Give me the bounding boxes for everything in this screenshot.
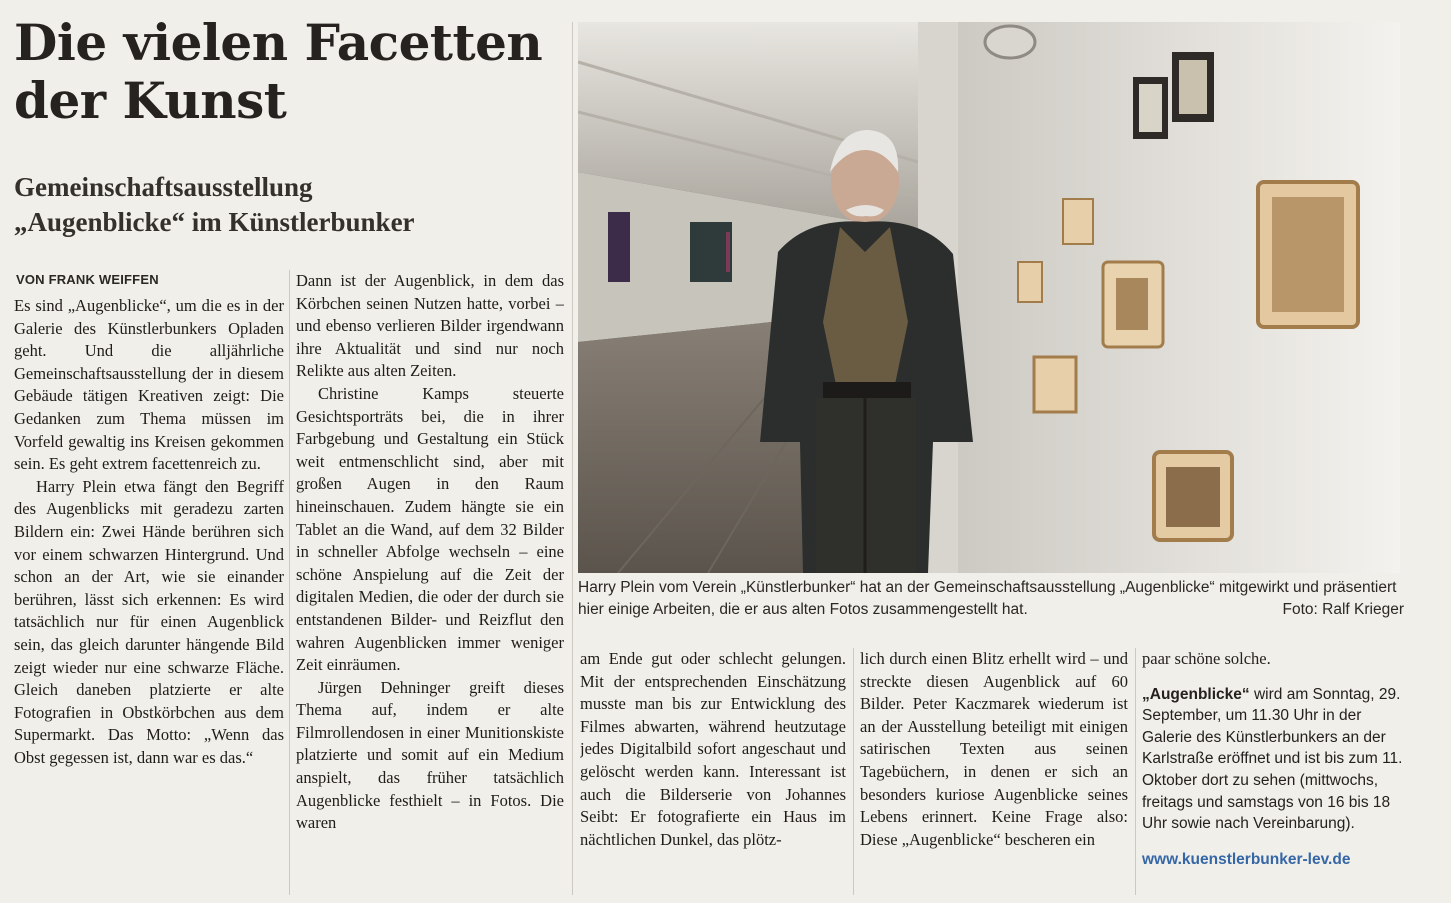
headline-line-1: Die vielen Facetten xyxy=(14,13,543,72)
article-column-2 xyxy=(296,270,564,895)
column-divider xyxy=(289,270,290,895)
column-tail: paar schöne solche. xyxy=(1142,649,1271,668)
paragraph: Jürgen Dehninger greift dieses Thema auf, indem er alte Filmrollendosen in einer Munitionskiste platzierte und somit auf ein Medium anspielt, das früher tatsächlich Augenblicke festhielt – in Fotos. Die waren xyxy=(296,677,564,833)
event-info-box xyxy=(1142,648,1412,884)
article-column-1 xyxy=(14,295,284,895)
subheadline xyxy=(14,170,569,240)
column-divider xyxy=(853,648,854,895)
paragraph: Christine Kamps steuerte Gesichtsporträts bei, die in ihrer Farbgebung und Gestaltung ein Stück weit entmenschlicht sind, aber mit großen Augen in den Raum hineinschauen. Zudem hängte sie ein Tablet an die Wand, auf dem 32 Bilder in schneller Abfolge wechseln – eine schöne Anspielung auf die Zeit der digitalen Medien, die oder der durch sie entstandenen Bilder- und Reizflut den wahren Augenblicken immer weniger Zeit einräumen. xyxy=(296,383,564,675)
website-link[interactable]: www.kuenstlerbunker-lev.de xyxy=(1142,850,1351,868)
column-divider xyxy=(572,22,573,895)
paragraph: Dann ist der Augenblick, in dem das Körbchen seinen Nutzen hatte, vorbei – und ebenso verlieren Bilder irgendwann ihre Aktualität und sind nur noch Relikte aus alten Zeiten. xyxy=(296,271,564,381)
column-divider xyxy=(1135,648,1136,895)
photo-illustration xyxy=(578,22,1400,573)
photo-credit: Foto: Ralf Krieger xyxy=(1282,601,1404,618)
byline: VON FRANK WEIFFEN xyxy=(16,272,159,287)
event-details xyxy=(1142,684,1412,835)
paragraph: Harry Plein etwa fängt den Begriff des Augenblicks mit geradezu zarten Bildern ein: Zwei Hände berühren sich vor einem schwarzen Hintergrund. Und schon an der Art, wie sie einander berühren, lässt sich erkennen: Es wird tatsächlich nur für einen Augenblick sein, das gleich darunter hängende Bild zeigt wieder nur eine schwarze Fläche. Gleich daneben platzierte er alte Fotografien in Obstkörbchen aus dem Supermarkt. Das Motto: „Wenn das Obst gegessen ist, dann war es das.“ xyxy=(14,476,284,767)
subhead-line-1: Gemeinschaftsausstellung xyxy=(14,172,313,202)
subhead-line-2: „Augenblicke“ im Künstlerbunker xyxy=(14,207,415,237)
paragraph: Es sind „Augenblicke“, um die es in der Galerie des Künstlerbunkers Opladen geht. Und die alljährliche Gemeinschaftsausstellung der in diesem Gebäude tätigen Kreativen zeigt: Die Gedanken zum Thema müssen im Vorfeld gewaltig ins Kreisen gekommen sein. Es geht extrem facettenreich zu. xyxy=(14,296,284,474)
paragraph: lich durch einen Blitz erhellt wird – und streckte diesen Augenblick auf 60 Bilder. Peter Kaczmarek wiederum ist an der Ausstellung beteiligt mit einigen satirischen Texten aus seinen Tagebüchern, in denen er sich an besonders kuriose Augenblicke seines Lebens erinnert. Keine Frage also: Diese „Augenblicke“ bescheren ein xyxy=(860,649,1128,849)
article-column-3 xyxy=(580,648,846,898)
headline xyxy=(14,14,569,130)
caption-text: Harry Plein vom Verein „Künstlerbunker“ hat an der Gemeinschaftsausstellung „Augenblicke“ mitgewirkt und präsentiert hier einige Arbeiten, die er aus alten Fotos zusammengestellt hat. xyxy=(578,579,1397,618)
article-photo xyxy=(578,22,1400,573)
event-text: wird am Sonntag, 29. September, um 11.30 Uhr in der Galerie des Künstlerbunkers an der Karlstraße eröffnet und ist bis zum 11. Oktober dort zu sehen (mittwochs, freitags und samstags von 16 bis 18 Uhr sowie nach Vereinbarung). xyxy=(1142,685,1403,833)
photo-caption xyxy=(578,577,1404,621)
website-link-row xyxy=(1142,849,1412,871)
paragraph: am Ende gut oder schlecht gelungen. Mit der entsprechenden Einschätzung musste man bis zur Entwicklung des Filmes abwarten, während heutzutage jedes Digitalbild sofort angeschaut und gelöscht werden kann. Interessant ist auch die Bilderserie von Johannes Seibt: Er fotografierte ein Haus im nächtlichen Dunkel, das plötz- xyxy=(580,649,846,849)
headline-line-2: der Kunst xyxy=(14,71,287,130)
event-title: „Augenblicke“ xyxy=(1142,685,1250,703)
article-column-4 xyxy=(860,648,1128,898)
